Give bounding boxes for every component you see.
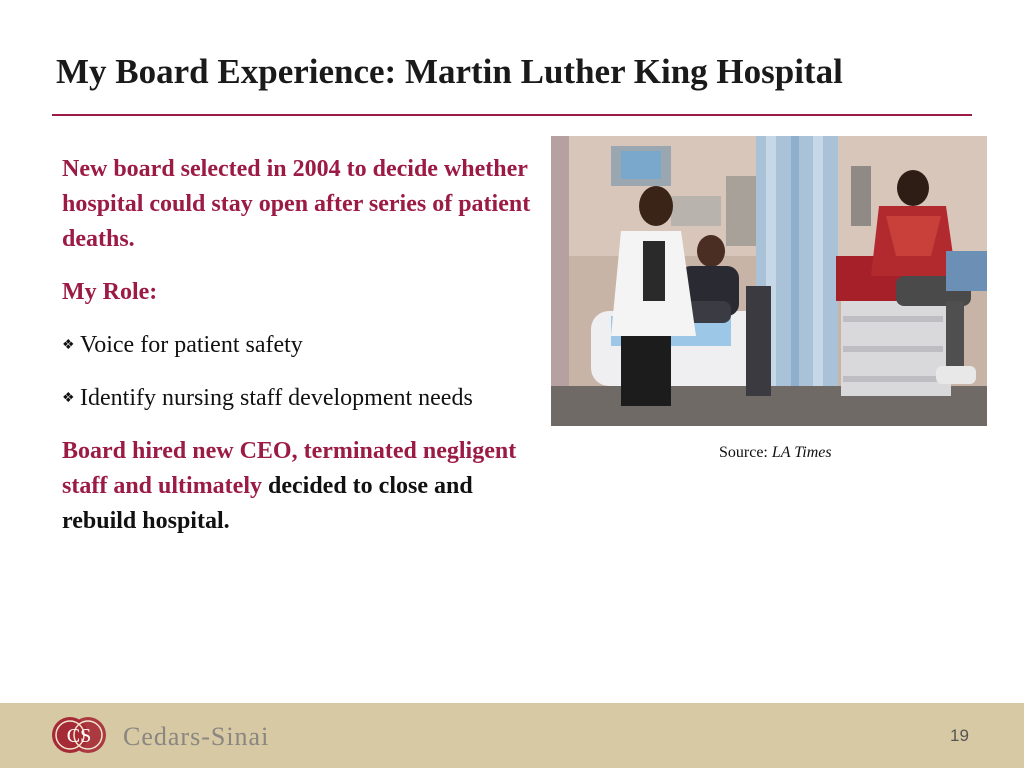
source-name: LA Times <box>771 444 832 461</box>
diamond-bullet-icon: ❖ <box>62 338 75 353</box>
closing-red-text: Board hired new CEO, terminated negligent staff and ultimately <box>62 438 517 499</box>
page-number: 19 <box>950 726 969 745</box>
bullet-text: Identify nursing staff development needs <box>80 385 473 411</box>
logo-initials: CS <box>66 725 92 747</box>
bullet-text: Voice for patient safety <box>80 332 303 358</box>
closing-black-text: decided to close and rebuild hospital. <box>62 473 473 534</box>
role-heading: My Role: <box>62 279 158 305</box>
cedars-sinai-wordmark: Cedars-Sinai <box>123 722 270 751</box>
slide-title: My Board Experience: Martin Luther King Hospital <box>56 52 843 91</box>
intro-paragraph: New board selected in 2004 to decide whether hospital could stay open after series of patient deaths. <box>62 156 531 252</box>
closing-paragraph <box>62 434 552 539</box>
hospital-photo <box>551 136 987 426</box>
source-label: Source: <box>719 444 768 461</box>
bullet-item <box>62 328 552 363</box>
slide-body <box>62 152 552 539</box>
diamond-bullet-icon: ❖ <box>62 391 75 406</box>
title-divider <box>52 114 972 116</box>
image-source-credit <box>719 444 832 462</box>
bullet-item <box>62 381 552 416</box>
cedars-sinai-logo-icon <box>50 715 108 760</box>
